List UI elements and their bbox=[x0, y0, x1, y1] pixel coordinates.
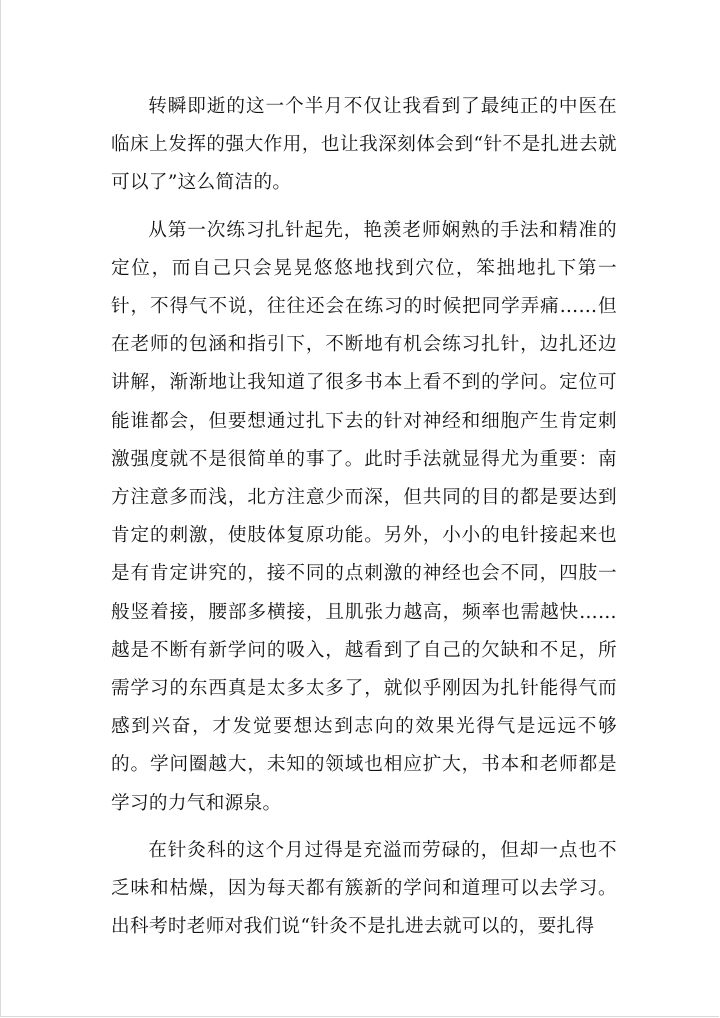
paragraph-1: 转瞬即逝的这一个半月不仅让我看到了最纯正的中医在临床上发挥的强大作用，也让我深刻体会到“针不是扎进去就可以了”这么简洁的。 bbox=[111, 96, 617, 194]
paragraph-2: 从第一次练习扎针起先，艳羡老师娴熟的手法和精准的定位，而自己只会晃晃悠悠地找到穴位，笨拙地扎下第一针，不得气不说，往往还会在练习的时候把同学弄痛……但在老师的包涵和指引下，不断地有机会练习扎针，边扎还边讲解，渐渐地让我知道了很多书本上看不到的学问。定位可能谁都会，但要想通过扎下去的针对神经和细胞产生肯定刺激强度就不是很简单的事了。此时手法就显得尤为重要：南方注意多而浅，北方注意少而深，但共同的目的都是要达到肯定的刺激，使肢体复原功能。另外，小小的电针接起来也是有肯定讲究的，接不同的点刺激的神经也会不同，四肢一般竖着接，腰部多横接，且肌张力越高，频率也需越快……越是不断有新学问的吸入，越看到了自己的欠缺和不足，所需学习的东西真是太多太多了，就似乎刚因为扎针能得气而感到兴奋，才发觉要想达到志向的效果光得气是远远不够的。学问圈越大，未知的领域也相应扩大，书本和老师都是学习的力气和源泉。 bbox=[111, 219, 617, 814]
document-body bbox=[111, 88, 617, 946]
paragraph-3: 在针灸科的这个月过得是充溢而劳碌的，但却一点也不乏味和枯燥，因为每天都有簇新的学问和道理可以去学习。出科考时老师对我们说“针灸不是扎进去就可以的，要扎得 bbox=[111, 839, 617, 938]
